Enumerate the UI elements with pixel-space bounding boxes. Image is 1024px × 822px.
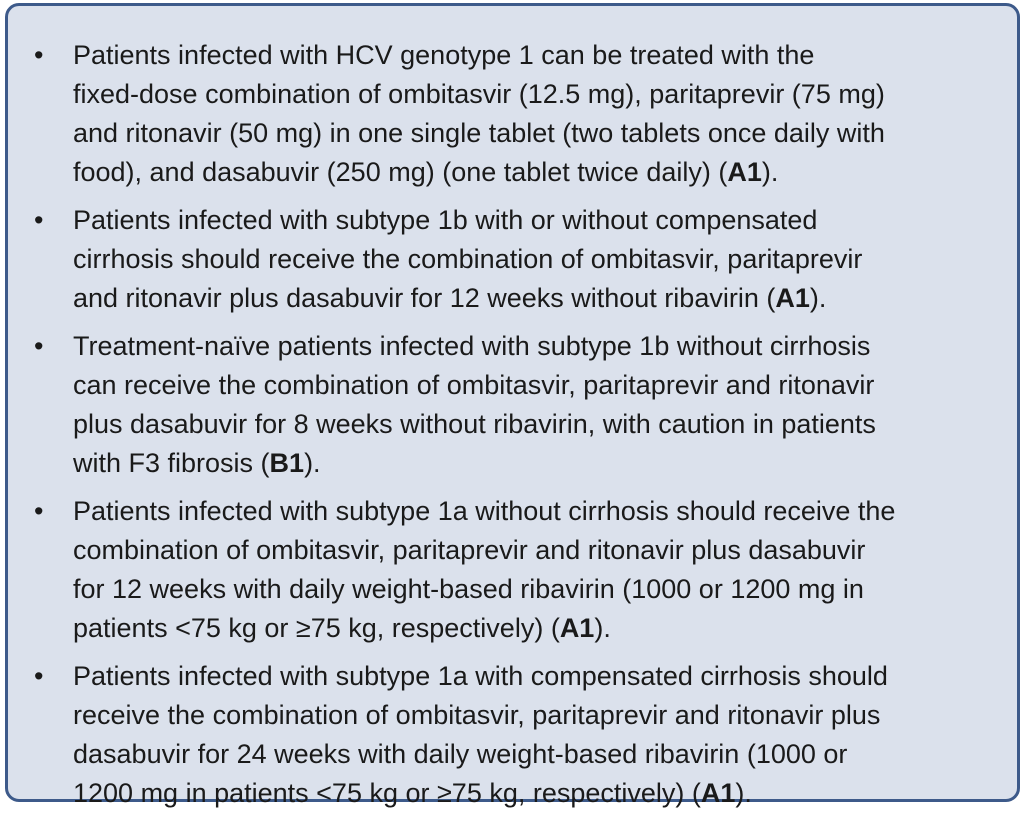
list-item: [34, 657, 1004, 813]
list-item: [34, 327, 1004, 483]
item-end: ).: [809, 283, 827, 313]
item-line: with F3 fibrosis (: [73, 448, 270, 478]
item-line: food), and dasabuvir (250 mg) (one tablet twice daily) (: [73, 157, 728, 187]
item-last-line: [73, 774, 1004, 813]
item-end: ).: [304, 448, 321, 478]
list-item: [34, 492, 1004, 648]
item-end: ).: [735, 778, 752, 808]
bullet: •: [34, 661, 44, 691]
item-line: cirrhosis should receive the combination of ombitasvir, paritaprevir: [73, 244, 863, 274]
bullet: •: [34, 331, 44, 361]
item-line: receive the combination of ombitasvir, paritaprevir and ritonavir plus: [73, 700, 881, 730]
item-line: plus dasabuvir for 8 weeks without ribavirin, with caution in patients: [73, 409, 876, 439]
item-last-line: [73, 153, 1004, 192]
item-line: Patients infected with subtype 1a with compensated cirrhosis should: [73, 661, 888, 691]
bullet: •: [34, 40, 44, 70]
list-item: [34, 36, 1004, 192]
item-last-line: [73, 609, 1004, 648]
item-line: combination of ombitasvir, paritaprevir and ritonavir plus dasabuvir: [73, 535, 866, 565]
item-line: can receive the combination of ombitasvir, paritaprevir and ritonavir: [73, 370, 875, 400]
bullet: •: [34, 496, 44, 526]
evidence-grade: A1: [559, 613, 595, 643]
item-line: and ritonavir (50 mg) in one single tablet (two tablets once daily with: [73, 118, 885, 148]
evidence-grade: A1: [700, 778, 736, 808]
list-item: [34, 201, 1004, 318]
item-line: patients <75 kg or ≥75 kg, respectively) (: [73, 613, 560, 643]
recommendations-panel: [5, 3, 1020, 808]
evidence-grade: A1: [727, 157, 762, 187]
evidence-grade: A1: [775, 283, 810, 313]
item-line: for 12 weeks with daily weight-based ribavirin (1000 or 1200 mg in: [73, 574, 864, 604]
item-line: and ritonavir plus dasabuvir for 12 weeks without ribavirin (: [73, 283, 776, 313]
item-end: ).: [594, 613, 611, 643]
recommendations-list: [34, 36, 1004, 822]
item-line: Patients infected with subtype 1b with or without compensated: [73, 205, 818, 235]
evidence-grade: B1: [269, 448, 305, 478]
item-last-line: [73, 279, 1004, 318]
bullet: •: [34, 205, 44, 235]
item-last-line: [73, 444, 1004, 483]
item-line: dasabuvir for 24 weeks with daily weight-based ribavirin (1000 or: [73, 739, 848, 769]
item-line: 1200 mg in patients <75 kg or ≥75 kg, respectively) (: [73, 778, 701, 808]
item-end: ).: [761, 157, 779, 187]
item-line: Treatment-naïve patients infected with subtype 1b without cirrhosis: [73, 331, 871, 361]
item-line: fixed-dose combination of ombitasvir (12.5 mg), paritaprevir (75 mg): [73, 79, 885, 109]
item-line: Patients infected with subtype 1a without cirrhosis should receive the: [73, 496, 896, 526]
item-line: Patients infected with HCV genotype 1 can be treated with the: [73, 40, 815, 70]
